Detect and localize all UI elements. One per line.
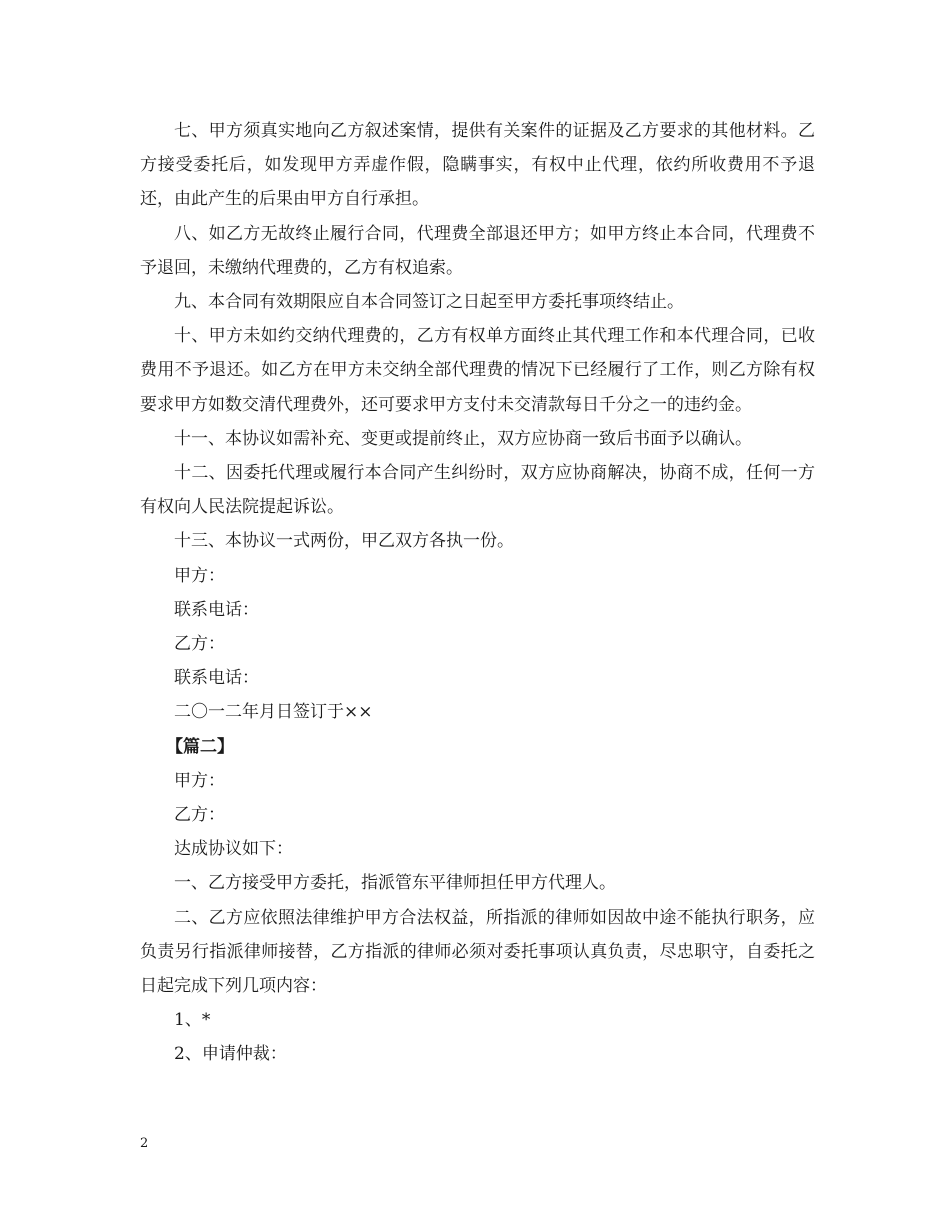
signing-date: 二〇一二年月日签订于×× bbox=[174, 702, 373, 723]
list-item-1: 1、* bbox=[174, 1010, 211, 1031]
section2-clause-1: 一、乙方接受甲方委托，指派管东平律师担任甲方代理人。 bbox=[174, 873, 616, 894]
list-item-2: 2、申请仲裁： bbox=[174, 1044, 287, 1065]
clause-10: 十、甲方未如约交纳代理费的，乙方有权单方面终止其代理工作和本代理合同，已收费用不予退还。如乙方在甲方未交纳全部代理费的情况下已经履行了工作，则乙方除有权要求甲方如数交清代理费外，还可要求甲方支付未交清款每日千分之一的违约金。 bbox=[140, 326, 815, 415]
party-b-phone-label: 联系电话： bbox=[174, 668, 259, 689]
section2-party-a-label: 甲方： bbox=[174, 770, 225, 791]
party-a-label: 甲方： bbox=[174, 565, 225, 586]
clause-8: 八、如乙方无故终止履行合同，代理费全部退还甲方；如甲方终止本合同，代理费不予退回，未缴纳代理费的，乙方有权追索。 bbox=[140, 223, 815, 278]
clause-9: 九、本合同有效期限应自本合同签订之日起至甲方委托事项终结止。 bbox=[174, 292, 684, 313]
party-a-phone-label: 联系电话： bbox=[174, 599, 259, 620]
clause-7: 七、甲方须真实地向乙方叙述案情，提供有关案件的证据及乙方要求的其他材料。乙方接受委托后，如发现甲方弄虚作假，隐瞒事实，有权中止代理，依约所收费用不予退还，由此产生的后果由甲方自行承担。 bbox=[140, 121, 815, 210]
page-number: 2 bbox=[140, 1136, 149, 1151]
section2-clause-2: 二、乙方应依照法律维护甲方合法权益，所指派的律师如因故中途不能执行职务，应负责另行指派律师接替，乙方指派的律师必须对委托事项认真负责，尽忠职守，自委托之日起完成下列几项内容： bbox=[140, 907, 815, 997]
section2-party-b-label: 乙方： bbox=[174, 805, 225, 826]
party-b-label: 乙方： bbox=[174, 634, 225, 655]
document-body bbox=[140, 114, 815, 1072]
clause-12: 十二、因委托代理或履行本合同产生纠纷时，双方应协商解决，协商不成，任何一方有权向人民法院提起诉讼。 bbox=[140, 463, 815, 518]
section-heading: 【篇二】 bbox=[166, 736, 234, 757]
clause-13: 十三、本协议一式两份，甲乙双方各执一份。 bbox=[174, 531, 514, 552]
clause-11: 十一、本协议如需补充、变更或提前终止，双方应协商一致后书面予以确认。 bbox=[174, 428, 752, 449]
agreement-intro: 达成协议如下： bbox=[174, 839, 293, 860]
